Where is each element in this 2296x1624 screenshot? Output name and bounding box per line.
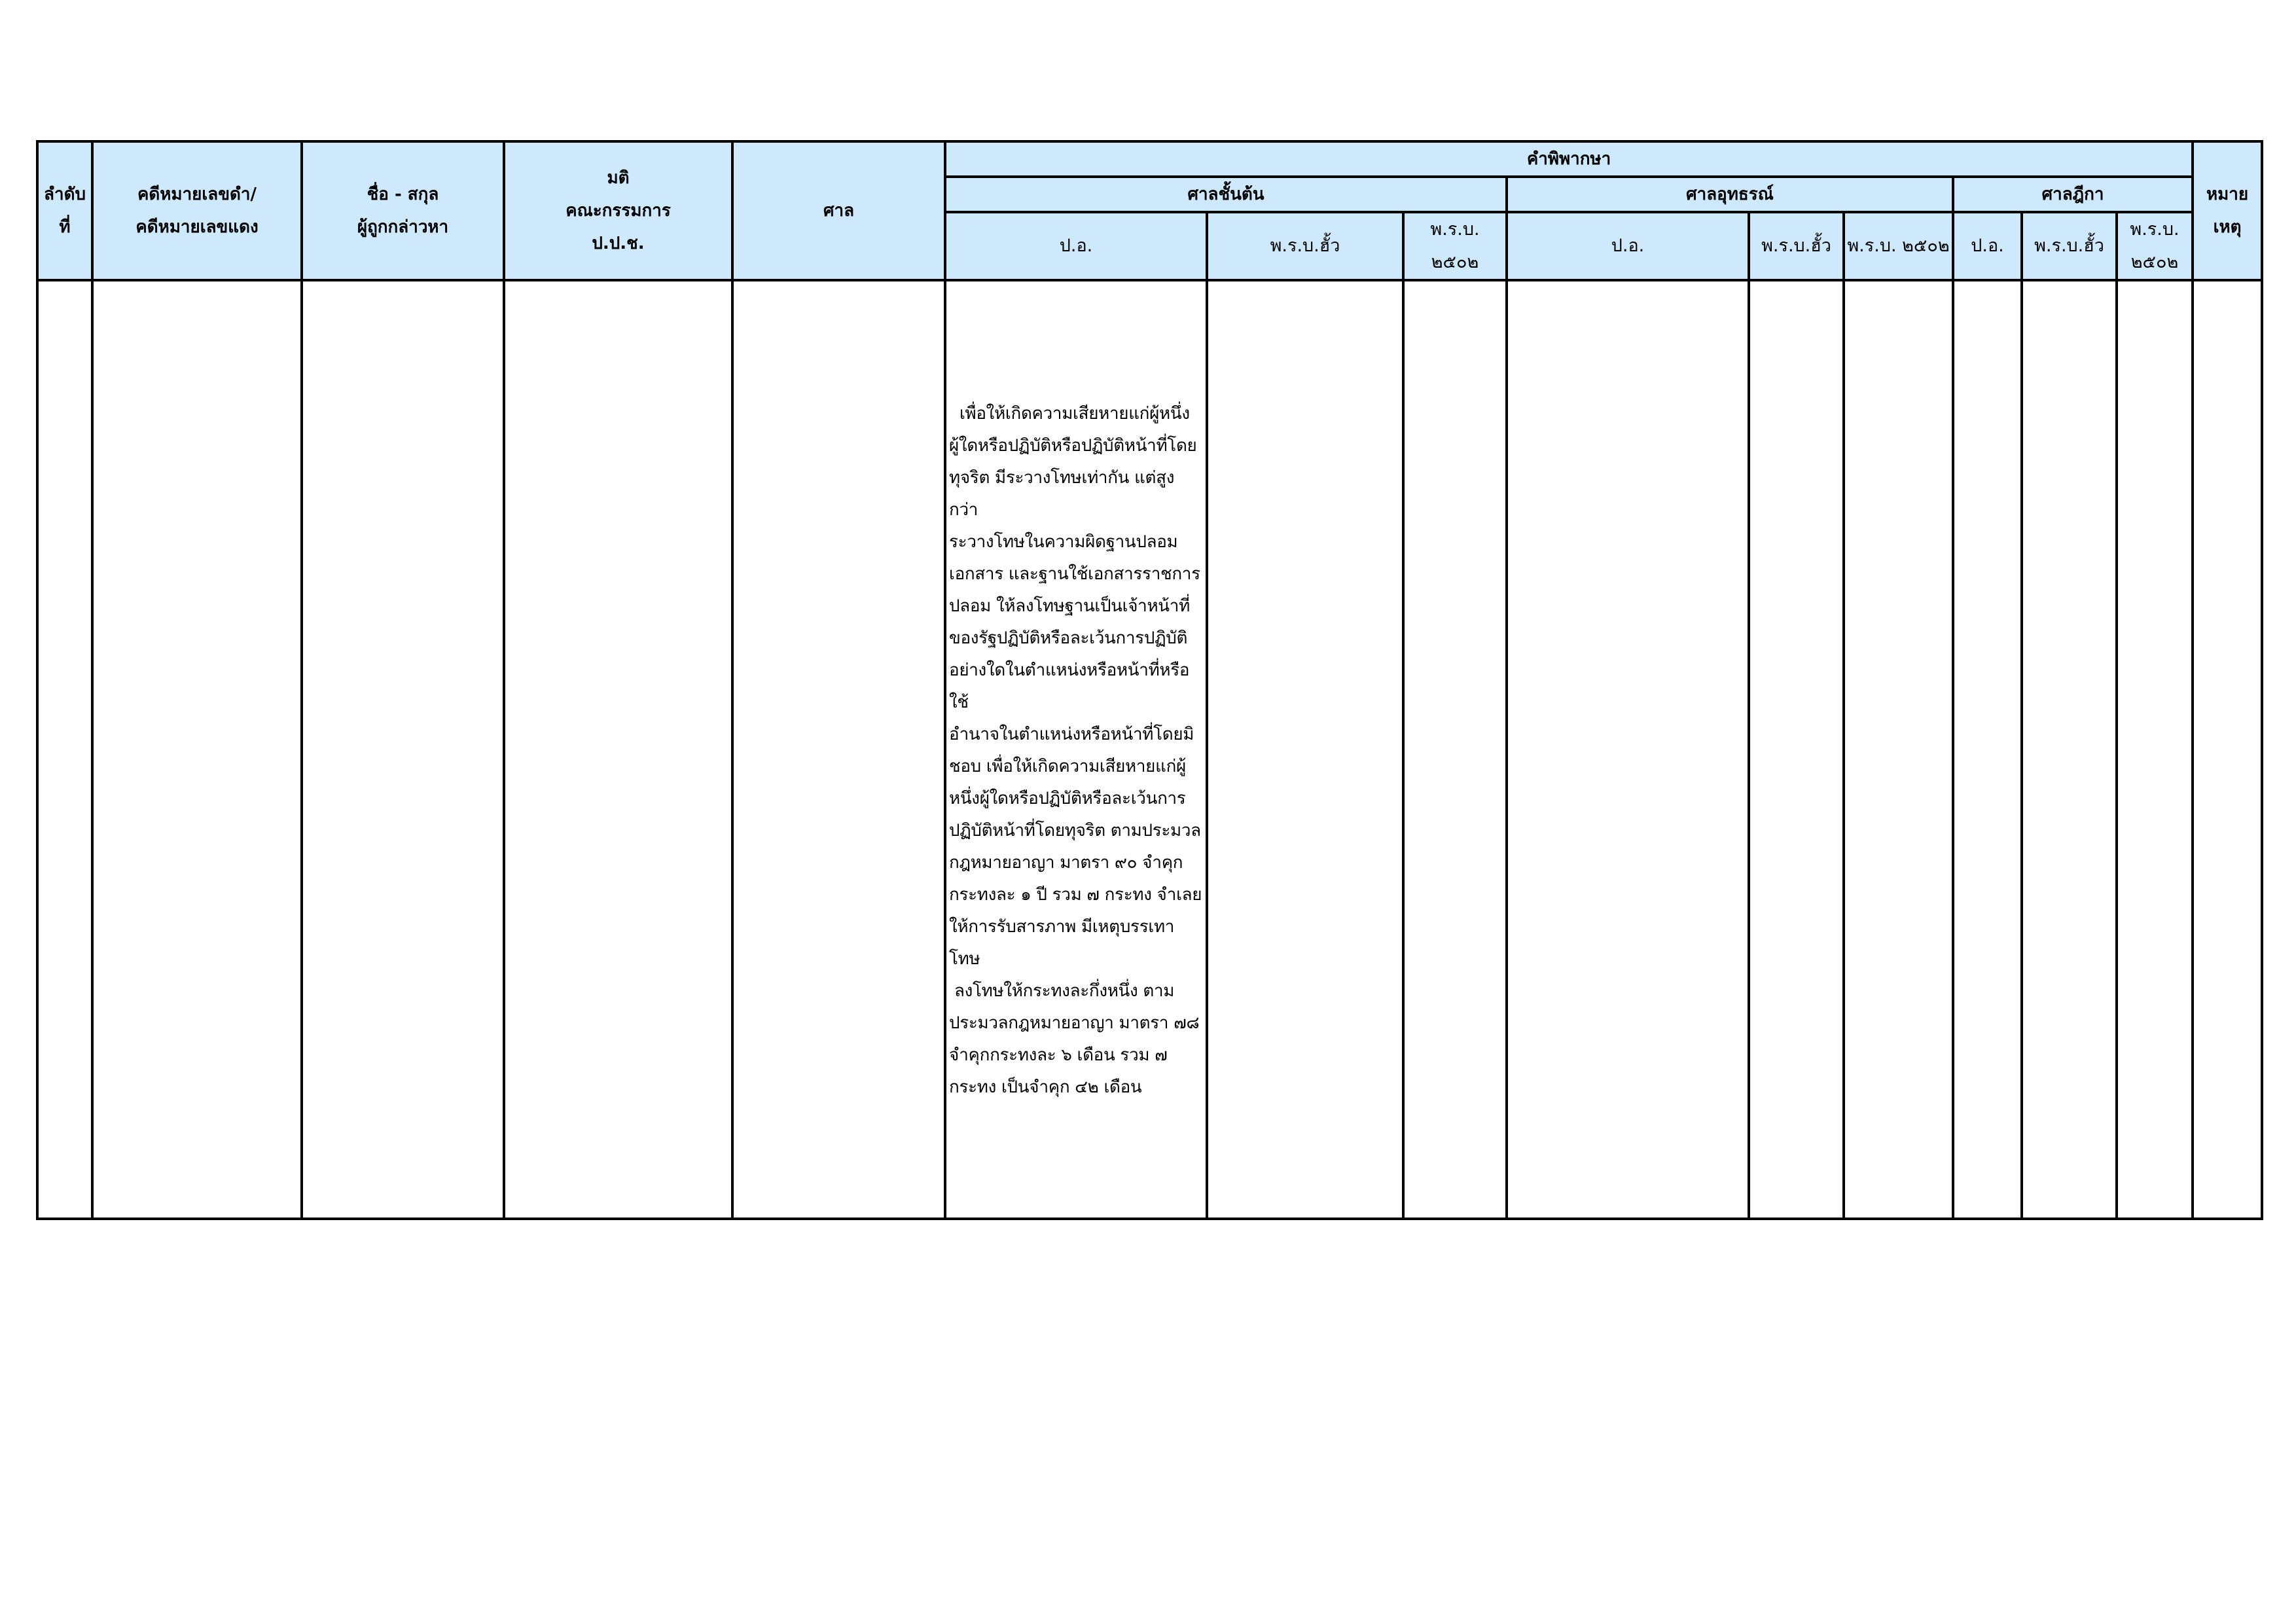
header-appeal-bid-collusion-act: พ.ร.บ.ฮั้ว [1749,212,1844,280]
header-case-number: คดีหมายเลขดำ/ คดีหมายเลขแดง [92,141,302,280]
header-order: ลำดับ ที่ [37,141,92,280]
cell-court [732,280,945,1219]
header-first-instance-act-2502: พ.ร.บ. ๒๕๐๒ [1403,212,1507,280]
header-remarks: หมาย เหตุ [2193,141,2262,280]
verdict-text: เพื่อให้เกิดความเสียหายแก่ผู้หนึ่ง ผู้ใดหรือปฏิบัติหรือปฏิบัติหน้าที่โดย ทุจริต มีระวางโทษเท่ากัน แต่สูงกว่า ระวางโทษในความผิดฐานปลอม เอกสาร และฐานใช้เอกสารราชการ ปลอม ให้ลงโทษฐานเป็นเจ้าหน้าที่ ของรัฐปฏิบัติหรือละเว้นการปฏิบัติ อย่างใดในตำแหน่งหรือหน้าที่หรือใช้ อำนาจในตำแหน่งหรือหน้าที่โดยมิ ชอบ เพื่อให้เกิดความเสียหายแก่ผู้ หนึ่งผู้ใดหรือปฏิบัติหรือละเว้นการ ปฏิบัติหน้าที่โดยทุจริต ตามประมวล กฎหมายอาญา มาตรา ๙๐ จำคุก กระทงละ ๑ ปี รวม ๗ กระทง จำเลย ให้การรับสารภาพ มีเหตุบรรเทาโทษ ลงโทษให้กระทงละกึ่งหนึ่ง ตาม ประมวลกฎหมายอาญา มาตรา ๗๘ จำคุกกระทงละ ๖ เดือน รวม ๗ กระทง เป็นจำคุก ๔๒ เดือน [949,404,1202,1097]
cell-supreme-criminal-code [1953,280,2022,1219]
header-supreme-bid-collusion-act: พ.ร.บ.ฮั้ว [2022,212,2117,280]
cell-case-number [92,280,302,1219]
cell-first-instance-act-2502 [1403,280,1507,1219]
header-supreme-criminal-code: ป.อ. [1953,212,2022,280]
header-first-instance-court: ศาลชั้นต้น [945,177,1507,212]
cell-name [302,280,504,1219]
cell-appeal-act-2502 [1844,280,1953,1219]
header-appeal-criminal-code: ป.อ. [1507,212,1749,280]
cell-appeal-bid-collusion-act [1749,280,1844,1219]
cell-supreme-act-2502 [2117,280,2193,1219]
header-supreme-court: ศาลฎีกา [1953,177,2193,212]
header-court: ศาล [732,141,945,280]
cell-remarks [2193,280,2262,1219]
cell-appeal-criminal-code [1507,280,1749,1219]
table-row [37,280,2262,1219]
judgment-table [36,140,2263,1220]
cell-first-instance-bid-collusion-act [1207,280,1403,1219]
header-appeal-court: ศาลอุทธรณ์ [1507,177,1953,212]
header-name: ชื่อ - สกุล ผู้ถูกกล่าวหา [302,141,504,280]
header-supreme-act-2502: พ.ร.บ. ๒๕๐๒ [2117,212,2193,280]
header-judgment: คำพิพากษา [945,141,2193,177]
header-first-instance-bid-collusion-act: พ.ร.บ.ฮั้ว [1207,212,1403,280]
header-first-instance-criminal-code: ป.อ. [945,212,1207,280]
cell-supreme-bid-collusion-act [2022,280,2117,1219]
cell-nacc-resolution [504,280,732,1219]
header-nacc-resolution: มติ คณะกรรมการ ป.ป.ช. [504,141,732,280]
cell-first-instance-criminal-code [945,280,1207,1219]
cell-order [37,280,92,1219]
header-appeal-act-2502: พ.ร.บ. ๒๕๐๒ [1844,212,1953,280]
